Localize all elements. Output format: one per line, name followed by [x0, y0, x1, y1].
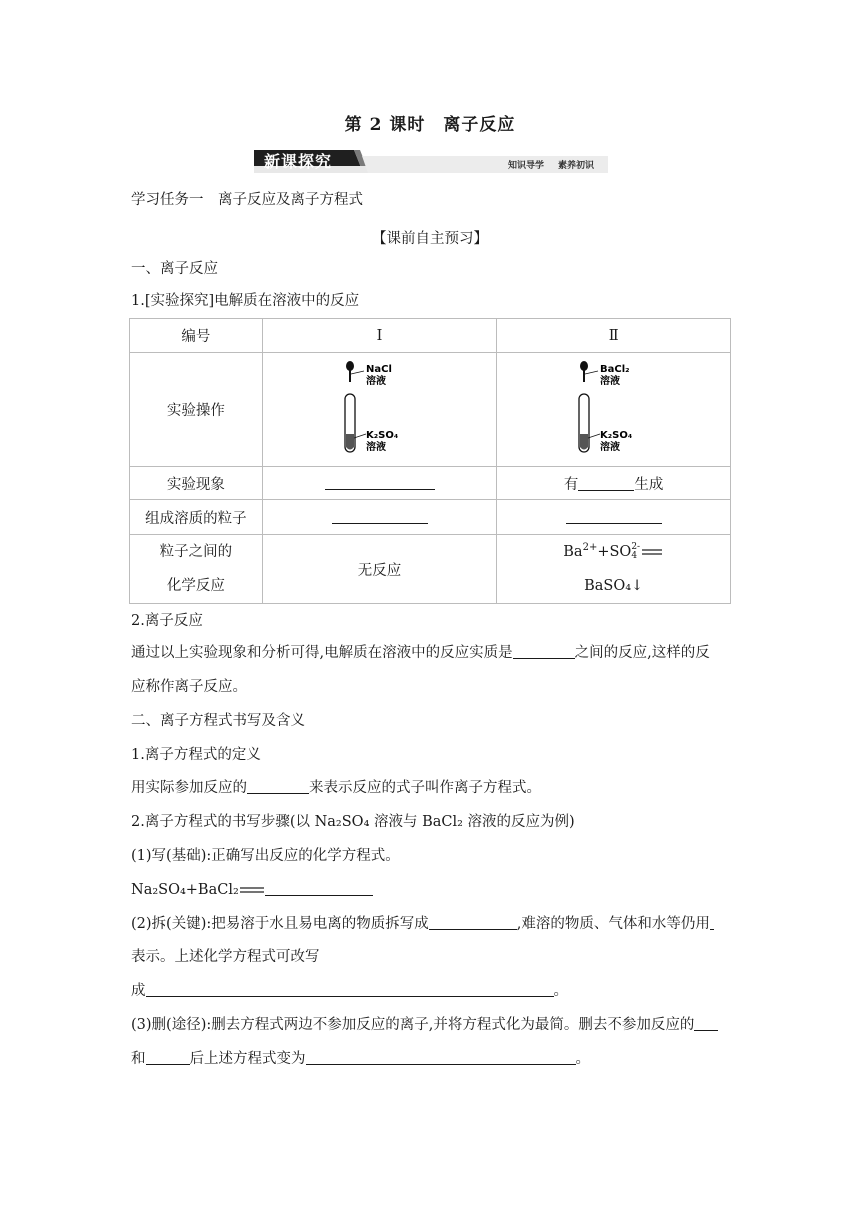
fill-blank[interactable]	[146, 1049, 190, 1065]
fill-blank[interactable]	[247, 778, 309, 794]
tube1-bottom-label: K₂SO₄	[365, 429, 398, 441]
banner-tag-knowledge: 知识导学	[508, 161, 545, 171]
page-title	[0, 110, 860, 135]
definition-item: 1.离子方程式的定义	[131, 747, 261, 763]
reaction-product: BaSO₄↓	[584, 578, 644, 594]
operation-diagram-2	[497, 353, 731, 467]
steps-item: 2.离子方程式的书写步骤(以 Na₂SO₄ 溶液与 BaCl₂ 溶液的反应为例)	[131, 814, 575, 830]
tube2-top-label: BaCl₂	[599, 363, 630, 375]
fill-blank[interactable]	[325, 474, 435, 490]
fill-blank[interactable]	[694, 1015, 718, 1031]
step3-cont: 和 后上述方程式变为 。	[131, 1051, 590, 1067]
reaction-label: 粒子之间的 化学反应	[130, 535, 263, 604]
particles-1	[262, 500, 497, 535]
reaction-2	[497, 535, 731, 604]
experiment-table	[129, 318, 731, 604]
banner-tag-literacy: 素养初识	[558, 161, 595, 171]
header-col1: Ⅰ	[262, 319, 497, 353]
test-tube-dropper-icon	[574, 358, 654, 458]
fill-blank[interactable]	[710, 914, 714, 930]
header-col2: Ⅱ	[497, 319, 731, 353]
fill-blank[interactable]	[332, 508, 428, 524]
table-row	[130, 500, 731, 535]
tube2-top-label2: 溶液	[599, 375, 620, 387]
ionic-reaction-item: 2.离子反应	[131, 613, 203, 629]
equals-sign-icon	[239, 886, 265, 894]
phenomenon-1	[262, 467, 497, 500]
step3-text: (3)删(途径):删去方程式两边不参加反应的离子,并将方程式化为最简。删去不参加反应的	[131, 1015, 718, 1035]
paragraph: 通过以上实验现象和分析可得,电解质在溶液中的反应实质是 之间的反应,这样的反	[131, 645, 710, 661]
table-row	[130, 467, 731, 500]
fill-blank[interactable]	[306, 1049, 576, 1065]
header-label: 编号	[130, 319, 263, 353]
test-tube-dropper-icon	[340, 358, 420, 458]
particles-label: 组成溶质的粒子	[130, 500, 263, 535]
table-row	[130, 353, 731, 467]
definition-text: 用实际参加反应的 来表示反应的式子叫作离子方程式。	[131, 780, 541, 796]
fill-blank[interactable]	[578, 475, 634, 491]
section-banner	[254, 148, 608, 173]
task-heading: 学习任务一 离子反应及离子方程式	[131, 192, 363, 208]
tube2-bottom-label: K₂SO₄	[599, 429, 632, 441]
experiment-item: 1.[实验探究]电解质在溶液中的反应	[131, 293, 360, 309]
phenomenon-2: 有 生成	[497, 467, 731, 500]
section2-heading: 二、离子方程式书写及含义	[131, 713, 305, 729]
fill-blank[interactable]	[513, 643, 575, 659]
lesson-topic: 离子反应	[443, 115, 516, 135]
section1-heading: 一、离子反应	[131, 261, 218, 277]
tube2-bottom-label2: 溶液	[599, 441, 620, 453]
equals-sign-icon	[640, 548, 664, 556]
fill-blank[interactable]	[429, 914, 517, 930]
step2-cont: 表示。上述化学方程式可改写	[131, 949, 320, 965]
tube1-top-label: NaCl	[365, 363, 392, 375]
table-row	[130, 319, 731, 353]
fill-blank[interactable]	[265, 880, 373, 896]
fill-blank[interactable]	[566, 508, 662, 524]
operation-diagram-1	[262, 353, 497, 467]
step2-text: (2)拆(关键):把易溶于水且易电离的物质拆写成 ,难溶的物质、气体和水等仍用	[131, 914, 714, 934]
step1-text: (1)写(基础):正确写出反应的化学方程式。	[131, 848, 400, 864]
ionic-equation: $Ba^{2+}+SO$ 2- 4	[497, 535, 730, 569]
particles-2	[497, 500, 731, 535]
step2-answer: 成 。	[131, 983, 568, 999]
fill-blank[interactable]	[146, 981, 554, 997]
lesson-number: 第 2 课时	[344, 115, 426, 135]
tube1-bottom-label2: 溶液	[365, 441, 386, 453]
equation-line: Na₂SO₄+BaCl₂	[131, 880, 373, 900]
banner-main-label: 新课探究	[264, 152, 333, 171]
preview-heading: 【课前自主预习】	[372, 231, 488, 247]
tube1-top-label2: 溶液	[365, 375, 386, 387]
phenomenon-label: 实验现象	[130, 467, 263, 500]
reaction-1: 无反应	[262, 535, 497, 604]
table-row	[130, 535, 731, 604]
paragraph-cont: 应称作离子反应。	[131, 679, 247, 695]
operation-label: 实验操作	[130, 353, 263, 467]
